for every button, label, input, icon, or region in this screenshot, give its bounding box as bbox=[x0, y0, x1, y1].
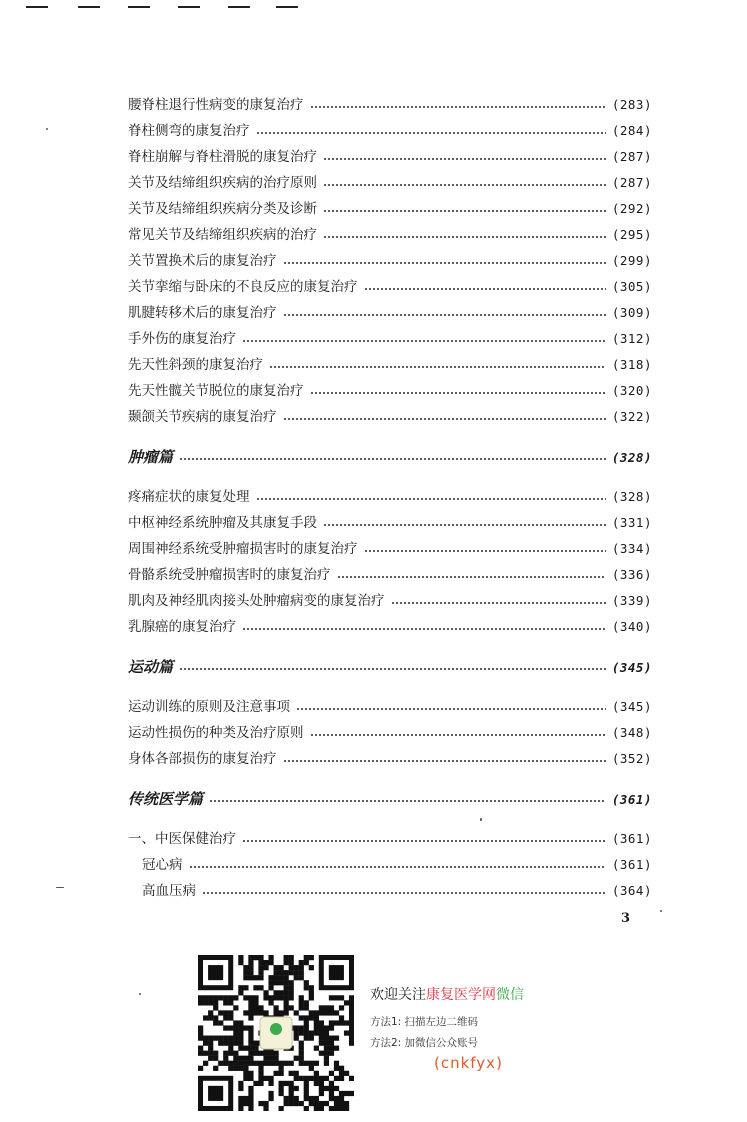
promo-title bbox=[370, 984, 524, 1004]
toc-entry-page: (284) bbox=[611, 123, 652, 138]
toc-entry-title: 肌腱转移术后的康复治疗 bbox=[128, 305, 277, 321]
toc-entry[interactable] bbox=[128, 274, 652, 300]
dot-leader bbox=[323, 184, 606, 186]
toc-entry-title: 关节及结缔组织疾病分类及诊断 bbox=[128, 201, 317, 217]
table-of-contents bbox=[128, 92, 652, 904]
toc-entry-page: (352) bbox=[611, 751, 652, 766]
toc-entry-title: 中枢神经系统肿瘤及其康复手段 bbox=[128, 515, 317, 531]
toc-entry-title: 运动训练的原则及注意事项 bbox=[128, 699, 290, 715]
toc-entry[interactable] bbox=[128, 614, 652, 640]
top-edge-marks bbox=[0, 0, 320, 14]
section-spacer bbox=[128, 680, 652, 694]
dot-leader bbox=[179, 458, 606, 460]
toc-entry-title: 腰脊柱退行性病变的康复治疗 bbox=[128, 97, 304, 113]
scan-speck bbox=[139, 993, 141, 995]
promo-suffix: 微信 bbox=[496, 987, 524, 1003]
toc-entry-title: 先天性斜颈的康复治疗 bbox=[128, 357, 263, 373]
toc-entry-page: (361) bbox=[611, 831, 652, 846]
promo-method-1: 方法1: 扫描左边二维码 bbox=[370, 1016, 479, 1028]
toc-entry-title: 运动篇 bbox=[128, 658, 174, 676]
dot-leader bbox=[364, 288, 606, 290]
toc-entry[interactable] bbox=[128, 300, 652, 326]
toc-entry-title: 一、中医保健治疗 bbox=[128, 831, 236, 847]
dot-leader bbox=[283, 262, 606, 264]
dot-leader bbox=[189, 866, 606, 868]
dot-leader bbox=[242, 340, 606, 342]
toc-entry-title: 传统医学篇 bbox=[128, 790, 204, 808]
section-spacer bbox=[128, 812, 652, 826]
toc-entry-title: 骨骼系统受肿瘤损害时的康复治疗 bbox=[128, 567, 331, 583]
toc-entry[interactable] bbox=[128, 720, 652, 746]
toc-entry-page: (328) bbox=[611, 450, 652, 465]
toc-section-heading[interactable] bbox=[128, 654, 652, 680]
toc-entry-page: (361) bbox=[611, 792, 652, 807]
toc-entry-page: (318) bbox=[611, 357, 652, 372]
toc-entry-page: (334) bbox=[611, 541, 652, 556]
toc-entry[interactable] bbox=[128, 852, 652, 878]
dot-leader bbox=[323, 524, 606, 526]
toc-entry-page: (339) bbox=[611, 593, 652, 608]
dot-leader bbox=[310, 734, 606, 736]
promo-text bbox=[370, 984, 524, 1072]
toc-entry[interactable] bbox=[128, 878, 652, 904]
toc-entry-page: (348) bbox=[611, 725, 652, 740]
toc-entry-page: (364) bbox=[611, 883, 652, 898]
toc-entry-page: (283) bbox=[611, 97, 652, 112]
wechat-account-id: (cnkfyx) bbox=[434, 1054, 503, 1072]
toc-entry[interactable] bbox=[128, 536, 652, 562]
section-spacer bbox=[128, 470, 652, 484]
toc-entry[interactable] bbox=[128, 484, 652, 510]
dot-leader bbox=[283, 314, 606, 316]
dot-leader bbox=[283, 760, 606, 762]
toc-entry-page: (345) bbox=[611, 699, 652, 714]
dot-leader bbox=[256, 498, 606, 500]
dot-leader bbox=[296, 708, 606, 710]
toc-entry[interactable] bbox=[128, 248, 652, 274]
dot-leader bbox=[242, 628, 606, 630]
page-number: 3 bbox=[621, 911, 631, 926]
toc-entry-page: (322) bbox=[611, 409, 652, 424]
toc-entry-title: 先天性髋关节脱位的康复治疗 bbox=[128, 383, 304, 399]
dot-leader bbox=[323, 236, 606, 238]
section-spacer bbox=[128, 640, 652, 654]
toc-entry[interactable] bbox=[128, 510, 652, 536]
toc-entry[interactable] bbox=[128, 352, 652, 378]
section-spacer bbox=[128, 430, 652, 444]
toc-entry[interactable] bbox=[128, 378, 652, 404]
toc-entry-title: 脊柱侧弯的康复治疗 bbox=[128, 123, 250, 139]
promo-method-2: 方法2: 加微信公众账号 bbox=[370, 1037, 479, 1049]
qr-code-icon[interactable] bbox=[198, 955, 354, 1111]
toc-entry[interactable] bbox=[128, 196, 652, 222]
dot-leader bbox=[283, 418, 606, 420]
dot-leader bbox=[391, 602, 606, 604]
scan-speck bbox=[46, 128, 48, 130]
toc-entry[interactable] bbox=[128, 222, 652, 248]
toc-entry[interactable] bbox=[128, 694, 652, 720]
toc-entry[interactable] bbox=[128, 562, 652, 588]
dot-leader bbox=[179, 668, 606, 670]
scan-speck bbox=[660, 910, 662, 912]
toc-entry-title: 手外伤的康复治疗 bbox=[128, 331, 236, 347]
scan-speck bbox=[56, 887, 64, 888]
toc-entry-title: 运动性损伤的种类及治疗原则 bbox=[128, 725, 304, 741]
toc-entry-title: 肌肉及神经肌肉接头处肿瘤病变的康复治疗 bbox=[128, 593, 385, 609]
toc-entry[interactable] bbox=[128, 404, 652, 430]
toc-entry-title: 关节及结缔组织疾病的治疗原则 bbox=[128, 175, 317, 191]
toc-entry-title: 颞颌关节疾病的康复治疗 bbox=[128, 409, 277, 425]
toc-section-heading[interactable] bbox=[128, 444, 652, 470]
toc-entry-page: (361) bbox=[611, 857, 652, 872]
section-spacer bbox=[128, 772, 652, 786]
toc-entry-page: (340) bbox=[611, 619, 652, 634]
dot-leader bbox=[209, 800, 606, 802]
promo-site-name: 康复医学网 bbox=[426, 987, 496, 1003]
toc-entry-title: 脊柱崩解与脊柱滑脱的康复治疗 bbox=[128, 149, 317, 165]
promo-prefix: 欢迎关注 bbox=[370, 987, 426, 1003]
toc-entry[interactable] bbox=[128, 588, 652, 614]
toc-entry-page: (328) bbox=[611, 489, 652, 504]
toc-entry-page: (331) bbox=[611, 515, 652, 530]
dot-leader bbox=[256, 132, 606, 134]
dot-leader bbox=[364, 550, 606, 552]
toc-entry[interactable] bbox=[128, 92, 652, 118]
toc-entry-page: (287) bbox=[611, 175, 652, 190]
dot-leader bbox=[310, 392, 606, 394]
toc-entry-title: 高血压病 bbox=[142, 883, 196, 899]
toc-entry-page: (295) bbox=[611, 227, 652, 242]
dot-leader bbox=[242, 840, 606, 842]
toc-entry-title: 常见关节及结缔组织疾病的治疗 bbox=[128, 227, 317, 243]
toc-entry-title: 乳腺癌的康复治疗 bbox=[128, 619, 236, 635]
dot-leader bbox=[323, 210, 606, 212]
toc-entry-page: (299) bbox=[611, 253, 652, 268]
toc-entry-title: 疼痛症状的康复处理 bbox=[128, 489, 250, 505]
toc-entry-title: 关节挛缩与卧床的不良反应的康复治疗 bbox=[128, 279, 358, 295]
toc-entry[interactable] bbox=[128, 170, 652, 196]
dot-leader bbox=[269, 366, 606, 368]
toc-entry-page: (287) bbox=[611, 149, 652, 164]
toc-entry[interactable] bbox=[128, 826, 652, 852]
dot-leader bbox=[337, 576, 606, 578]
wechat-promo-footer bbox=[198, 950, 578, 1122]
dot-leader bbox=[323, 158, 606, 160]
toc-entry-page: (320) bbox=[611, 383, 652, 398]
toc-entry-title: 关节置换术后的康复治疗 bbox=[128, 253, 277, 269]
toc-entry[interactable] bbox=[128, 326, 652, 352]
toc-entry-title: 周围神经系统受肿瘤损害时的康复治疗 bbox=[128, 541, 358, 557]
toc-section-heading[interactable] bbox=[128, 786, 652, 812]
dot-leader bbox=[310, 106, 606, 108]
toc-entry-page: (345) bbox=[611, 660, 652, 675]
toc-entry-page: (312) bbox=[611, 331, 652, 346]
scan-speck bbox=[480, 818, 482, 821]
toc-entry-title: 肿瘤篇 bbox=[128, 448, 174, 466]
toc-entry-title: 身体各部损伤的康复治疗 bbox=[128, 751, 277, 767]
toc-entry-page: (309) bbox=[611, 305, 652, 320]
toc-entry[interactable] bbox=[128, 746, 652, 772]
toc-entry[interactable] bbox=[128, 118, 652, 144]
toc-entry[interactable] bbox=[128, 144, 652, 170]
toc-entry-page: (336) bbox=[611, 567, 652, 582]
toc-entry-title: 冠心病 bbox=[142, 857, 183, 873]
toc-entry-page: (305) bbox=[611, 279, 652, 294]
dot-leader bbox=[202, 892, 606, 894]
toc-entry-page: (292) bbox=[611, 201, 652, 216]
